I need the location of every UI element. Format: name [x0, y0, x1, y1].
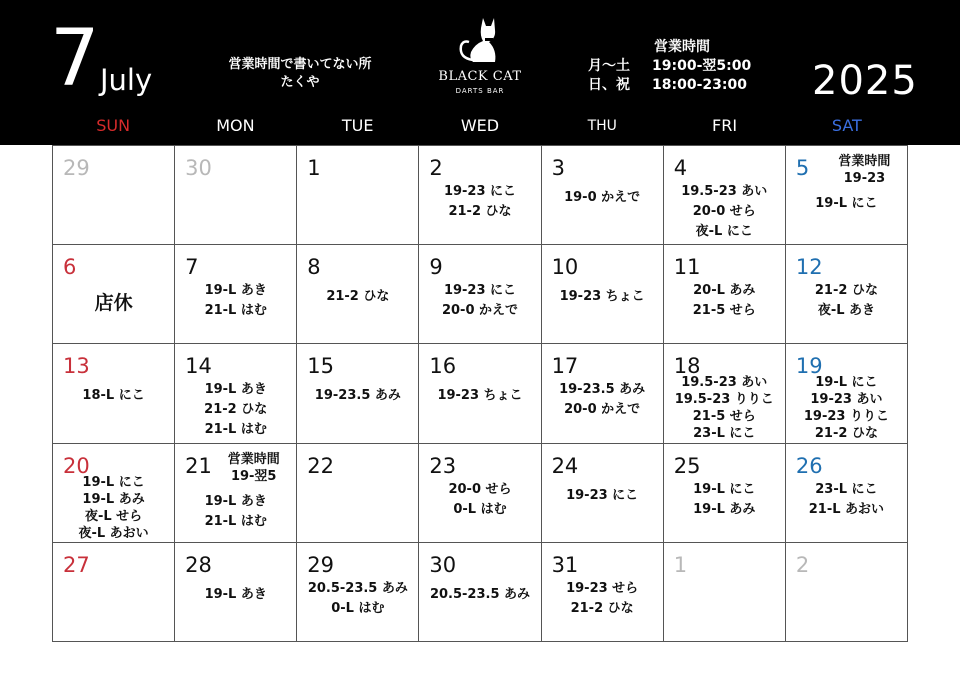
shift-entry: 19-23 にこ	[443, 184, 517, 199]
shift-entry: 19-23 ちょこ	[437, 388, 523, 404]
shift-entry: 19.5-23 あい	[681, 184, 768, 199]
day-cell	[297, 444, 419, 543]
shift-entry: 21-2 ひな	[204, 402, 268, 418]
shift-note	[200, 56, 400, 92]
day-number: 3	[551, 156, 565, 180]
shift-entry: 19-23.5 あみ	[314, 388, 401, 404]
day-number: 29	[63, 156, 90, 180]
day-number: 23	[429, 453, 457, 478]
weekday-wed: WED	[460, 116, 500, 135]
day-cell	[664, 344, 786, 443]
day-number: 11	[673, 255, 701, 280]
year: 2025	[812, 58, 918, 104]
day-business-hours	[826, 153, 903, 187]
shift-entry: 19-L にこ	[693, 481, 756, 497]
shift-entry: 19-23 にこ	[566, 487, 639, 503]
shift-list	[786, 480, 907, 520]
shift-entry: 20-0 せら	[692, 204, 756, 219]
weekday-thu: THU	[587, 118, 617, 134]
day-cell	[53, 146, 175, 245]
shift-list	[542, 287, 663, 307]
day-number: 27	[63, 552, 90, 577]
day-number: 22	[307, 453, 335, 478]
day-cell	[664, 146, 786, 245]
hours-time: 19:00-翌5:00	[652, 58, 752, 74]
closed-label: 店休	[94, 292, 133, 315]
shift-entry: 0-L はむ	[453, 501, 507, 517]
shift-entry: 19-23.5 あみ	[559, 382, 646, 398]
day-number: 20	[63, 453, 90, 478]
shift-entry: 21-5 せら	[692, 409, 756, 425]
shift-list	[53, 474, 174, 542]
day-cell	[542, 344, 664, 443]
day-cell	[419, 344, 541, 443]
shift-note-line: 営業時間で書いてない所	[228, 57, 372, 72]
shift-list	[297, 579, 418, 619]
shift-entry: 19-L あき	[204, 493, 267, 509]
business-hours	[582, 38, 782, 95]
day-cell	[175, 444, 297, 543]
day-number: 1	[307, 156, 321, 180]
day-cell	[664, 444, 786, 543]
day-number: 15	[307, 354, 335, 379]
day-number: 17	[551, 354, 579, 379]
day-hours-label: 営業時間	[838, 154, 891, 169]
weekday-mon: MON	[216, 116, 255, 135]
shift-entry: 19-L あき	[204, 586, 267, 602]
shift-entry: 20-L あみ	[693, 283, 756, 299]
shift-entry: 21-2 ひな	[326, 289, 390, 305]
shift-entry: 23-L にこ	[693, 426, 756, 442]
shift-list	[53, 386, 174, 406]
day-cell	[53, 543, 175, 642]
calendar-grid	[52, 145, 908, 642]
shift-entry: 20-0 かえで	[441, 303, 519, 319]
day-hours-label: 営業時間	[227, 451, 280, 467]
day-number: 16	[429, 354, 457, 379]
day-number: 28	[185, 552, 212, 577]
shift-entry: 21-L あおい	[808, 501, 885, 517]
shift-entry: 夜-L あおい	[78, 525, 149, 541]
day-number: 30	[429, 552, 457, 577]
shift-entry: 19-23 せら	[566, 580, 639, 596]
shift-entry: 21-5 せら	[692, 303, 756, 319]
shift-list	[542, 188, 663, 208]
day-hours-value: 19-翌5	[230, 468, 277, 484]
shift-entry: 19-L にこ	[82, 474, 145, 490]
shift-list	[419, 182, 540, 222]
day-number: 14	[185, 354, 212, 379]
day-cell	[297, 543, 419, 642]
shift-list	[542, 579, 663, 619]
shift-note-line: たくや	[280, 75, 320, 90]
day-number: 29	[307, 552, 335, 577]
month-number: 7	[50, 14, 100, 104]
shift-list	[664, 480, 785, 520]
day-number: 26	[795, 453, 823, 478]
day-cell	[175, 245, 297, 344]
day-number: 21	[185, 453, 212, 478]
day-cell	[53, 444, 175, 543]
day-number: 2	[795, 552, 810, 577]
shift-entry: 20-0 せら	[448, 481, 512, 497]
day-cell	[786, 146, 908, 245]
shift-entry: 19-L あみ	[693, 501, 756, 517]
day-number: 1	[673, 552, 688, 577]
hours-days: 月〜土	[588, 58, 630, 74]
day-number: 25	[673, 453, 701, 478]
shift-entry: 21-L はむ	[204, 422, 267, 438]
day-cell	[542, 245, 664, 344]
day-cell	[542, 146, 664, 245]
shift-entry: 18-L にこ	[82, 388, 145, 404]
weekday-row	[52, 116, 908, 138]
day-number: 5	[795, 156, 810, 180]
shift-list	[419, 281, 540, 321]
shift-list	[542, 486, 663, 506]
day-number: 31	[551, 552, 579, 577]
calendar-header	[0, 0, 960, 145]
shift-entry: 21-2 ひな	[448, 204, 512, 219]
day-number: 24	[551, 453, 579, 478]
day-cell	[175, 543, 297, 642]
day-number: 18	[673, 354, 701, 379]
shift-entry: 夜-L にこ	[695, 224, 753, 239]
day-number: 10	[551, 255, 579, 280]
day-cell	[297, 245, 419, 344]
shift-list	[664, 281, 785, 321]
day-cell	[786, 344, 908, 443]
shift-list	[542, 380, 663, 420]
hours-time: 18:00-23:00	[652, 77, 747, 93]
shift-entry: 20-0 かえで	[564, 402, 641, 418]
shift-entry: 21-L はむ	[204, 303, 267, 319]
shift-entry: 0-L はむ	[331, 600, 385, 616]
shift-list	[297, 287, 418, 307]
day-number: 19	[795, 354, 823, 379]
day-number: 7	[185, 255, 199, 280]
shift-entry: 19.5-23 りりこ	[674, 392, 774, 408]
day-cell	[786, 543, 908, 642]
shift-entry: 19-L あみ	[82, 491, 145, 507]
weekday-tue: TUE	[341, 116, 374, 135]
shift-entry: 19-L あき	[204, 283, 267, 299]
day-business-hours	[215, 451, 292, 485]
day-hours-value: 19-23	[843, 171, 886, 186]
shift-entry: 19-L にこ	[815, 196, 878, 211]
shift-list	[175, 380, 296, 440]
shift-entry: 19-23 りりこ	[803, 409, 889, 425]
shift-entry: 19.5-23 あい	[681, 375, 768, 391]
shift-entry: 21-2 ひな	[570, 600, 634, 616]
business-hours-row	[582, 76, 782, 95]
day-number: 30	[185, 156, 212, 180]
cat-icon	[453, 14, 507, 70]
shift-list	[175, 492, 296, 532]
shift-list	[297, 386, 418, 406]
shift-list	[786, 374, 907, 442]
logo-subtitle: DARTS BAR	[455, 87, 505, 95]
business-hours-title: 営業時間	[654, 39, 710, 55]
shift-entry: 23-L にこ	[815, 481, 878, 497]
shift-entry: 21-2 ひな	[814, 426, 878, 442]
shift-entry: 19-L あき	[204, 382, 267, 398]
day-cell	[419, 543, 541, 642]
shift-list	[664, 182, 785, 242]
shift-list	[175, 281, 296, 321]
month-name: July	[100, 63, 153, 97]
day-number: 9	[429, 255, 443, 280]
day-cell	[542, 444, 664, 543]
weekday-sun: SUN	[96, 116, 131, 135]
shift-entry: 19-0 かえで	[564, 190, 641, 205]
day-cell	[664, 543, 786, 642]
shift-entry: 夜-L あき	[817, 303, 876, 319]
shift-entry: 19-L にこ	[815, 375, 878, 391]
day-cell	[786, 444, 908, 543]
day-cell	[53, 245, 175, 344]
weekday-fri: FRI	[712, 116, 738, 135]
shift-entry: 21-2 ひな	[814, 283, 878, 299]
hours-days: 日、祝	[588, 77, 630, 93]
shift-list	[664, 374, 785, 442]
day-cell	[419, 444, 541, 543]
business-hours-row	[582, 57, 782, 76]
day-number: 8	[307, 255, 321, 280]
day-number: 4	[673, 156, 688, 180]
day-cell	[664, 245, 786, 344]
shift-list	[786, 194, 907, 214]
shift-entry: 19-23 にこ	[443, 283, 517, 299]
shift-entry: 夜-L せら	[84, 508, 143, 524]
day-cell	[175, 344, 297, 443]
shift-list	[419, 585, 540, 605]
day-number: 2	[429, 156, 443, 180]
shift-list	[786, 281, 907, 321]
shift-entry: 19-23 あい	[810, 392, 883, 408]
day-cell	[53, 344, 175, 443]
day-cell	[542, 543, 664, 642]
shift-list	[175, 585, 296, 605]
shift-entry: 20.5-23.5 あみ	[307, 580, 408, 596]
black-cat-logo	[425, 14, 535, 104]
day-cell	[419, 245, 541, 344]
logo-name: BLACK CAT	[438, 69, 522, 84]
shift-list	[419, 480, 540, 520]
day-cell	[297, 146, 419, 245]
day-cell	[786, 245, 908, 344]
weekday-sat: SAT	[831, 116, 862, 135]
day-cell	[175, 146, 297, 245]
shift-entry: 20.5-23.5 あみ	[429, 586, 531, 602]
day-number: 12	[795, 255, 823, 280]
shift-list	[419, 386, 540, 406]
day-number: 6	[63, 255, 77, 280]
day-number: 13	[63, 354, 90, 379]
shift-entry: 19-23 ちょこ	[559, 289, 645, 305]
day-cell	[419, 146, 541, 245]
day-cell	[297, 344, 419, 443]
shift-entry: 21-L はむ	[204, 513, 267, 529]
